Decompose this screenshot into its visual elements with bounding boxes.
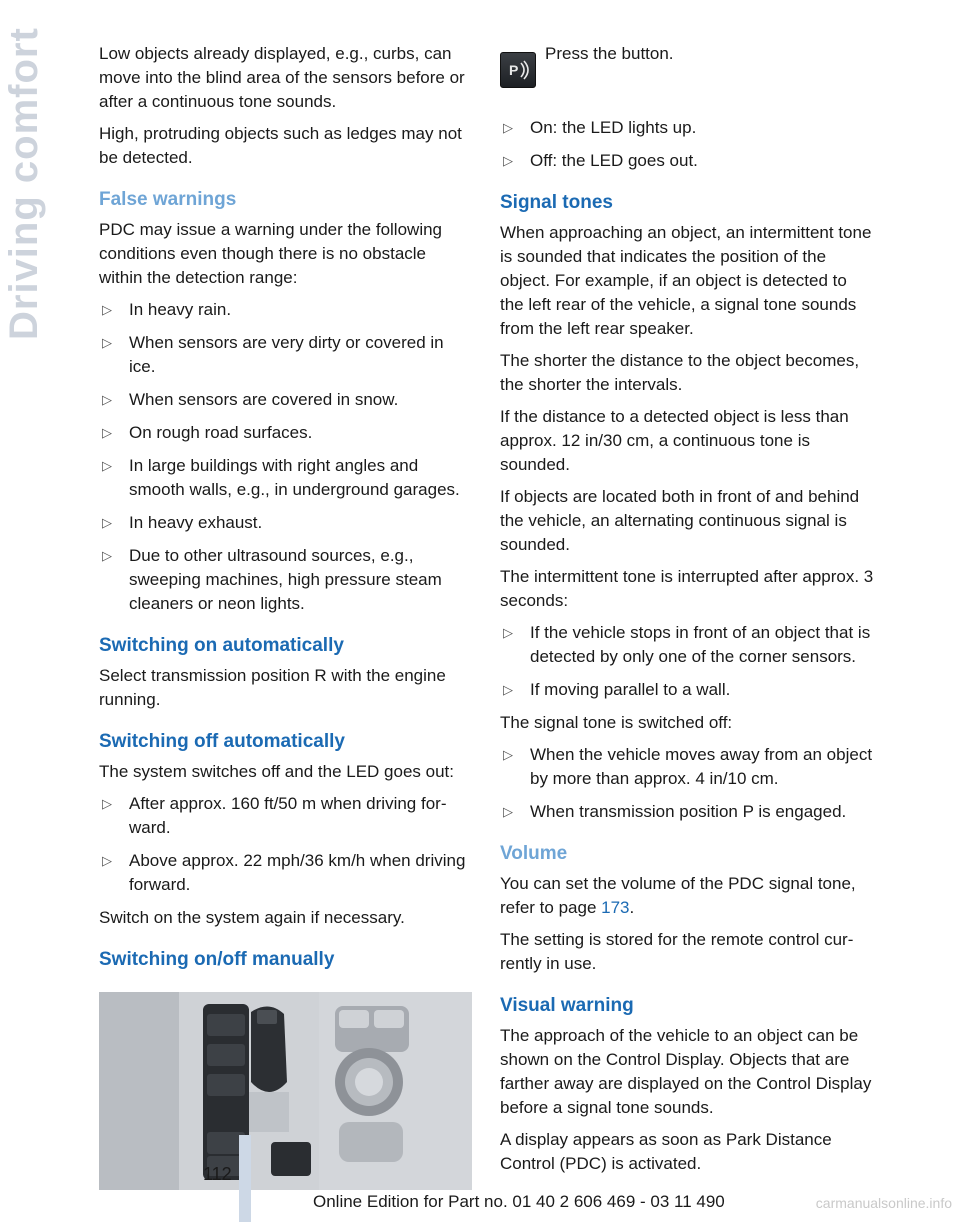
manual-heading: Switching on/off manually	[99, 949, 335, 970]
section-side-title: Driving comfort	[2, 27, 46, 340]
center-console-image	[99, 992, 472, 1190]
auto-on-heading: Switching on automatically	[99, 635, 344, 656]
list-item: ▷ If moving parallel to a wall.	[500, 678, 875, 702]
triangle-bullet-icon: ▷	[102, 853, 112, 868]
svg-text:P: P	[509, 62, 519, 78]
volume-p2: The setting is stored for the remote control currently in use.	[500, 930, 854, 973]
signal-tones-p4: If objects are located both in front of and behind the vehicle, an alternating continuous signal is sounded.	[500, 487, 860, 554]
visual-warning-heading: Visual warning	[500, 995, 634, 1016]
list-item: ▷ In large buildings with right angles and smooth walls, e.g., in underground garages.	[102, 456, 460, 499]
volume-text: You can set the volume of the PDC signal tone, refer to page 173.	[500, 874, 856, 917]
pdc-button-instruction	[500, 42, 875, 106]
list-item: ▷ If the vehicle stops in front of an object that is detected by only one of the corner sensors.	[503, 623, 871, 666]
list-item: ▷ When sensors are very dirty or covered in ice.	[102, 333, 444, 376]
pdc-button-icon	[500, 52, 536, 88]
auto-off-list	[99, 792, 474, 897]
led-list	[500, 116, 875, 173]
visual-warning-p1: The approach of the vehicle to an object can be shown on the Control Display. Objects that are farther away are displayed on the Control Display before a signal tone sounds.	[500, 1026, 872, 1117]
signal-tones-p3: If the distance to a detected object is less than approx. 12 in/30 cm, a continuous tone is sounded.	[500, 407, 849, 474]
press-button-text: Press the button.	[545, 44, 674, 63]
list-item: ▷ On: the LED lights up.	[500, 116, 875, 140]
triangle-bullet-icon: ▷	[503, 120, 513, 135]
triangle-bullet-icon: ▷	[102, 458, 112, 473]
footer-accent-bar	[239, 1135, 251, 1222]
triangle-bullet-icon: ▷	[503, 625, 513, 640]
triangle-bullet-icon: ▷	[102, 515, 112, 530]
false-warnings-heading: False warnings	[99, 189, 237, 210]
triangle-bullet-icon: ▷	[102, 425, 112, 440]
signal-tones-p5: The intermittent tone is interrupted after approx. 3 seconds:	[500, 567, 874, 610]
signal-tones-p1: When approaching an object, an intermittent tone is sounded that indicates the position of the object. For example, if an object is detected to the left rear of the vehicle, a signal tone sounds from the left rear speaker.	[500, 223, 872, 338]
list-item: ▷ Due to other ultrasound sources, e.g., sweeping machines, high pressure steam cleaners or neon lights.	[102, 546, 442, 613]
intro-paragraph-1: Low objects already displayed, e.g., curbs, can move into the blind area of the sensors before or after a continuous tone sounds.	[99, 44, 465, 111]
intro-paragraph-2: High, protruding objects such as ledges may not be detected.	[99, 124, 462, 167]
edition-footer: Online Edition for Part no. 01 40 2 606 469 - 03 11 490	[313, 1192, 725, 1211]
triangle-bullet-icon: ▷	[503, 153, 513, 168]
triangle-bullet-icon: ▷	[503, 682, 513, 697]
triangle-bullet-icon: ▷	[102, 796, 112, 811]
left-column	[99, 42, 474, 1190]
list-item: ▷ In heavy rain.	[99, 298, 474, 322]
page-reference-link[interactable]: 173	[601, 898, 630, 917]
signal-tones-p2: The shorter the distance to the object becomes, the shorter the intervals.	[500, 351, 860, 394]
auto-off-heading: Switching off automatically	[99, 731, 345, 752]
list-item: ▷ On rough road surfaces.	[99, 421, 474, 445]
false-warnings-text: PDC may issue a warning under the following conditions even though there is no obstacle within the detection range:	[99, 220, 443, 287]
list-item: ▷ When sensors are covered in snow.	[99, 388, 474, 412]
auto-off-after: Switch on the system again if necessary.	[99, 908, 405, 927]
triangle-bullet-icon: ▷	[102, 548, 112, 563]
triangle-bullet-icon: ▷	[503, 747, 513, 762]
list-item: ▷ Off: the LED goes out.	[500, 149, 875, 173]
switch-off-list	[500, 743, 875, 824]
signal-tones-p6: The signal tone is switched off:	[500, 713, 733, 732]
triangle-bullet-icon: ▷	[102, 302, 112, 317]
auto-on-text: Select transmission position R with the engine running.	[99, 666, 446, 709]
triangle-bullet-icon: ▷	[503, 804, 513, 819]
auto-off-text: The system switches off and the LED goes out:	[99, 762, 454, 781]
volume-heading: Volume	[500, 843, 568, 864]
list-item: ▷ When transmission position P is engaged.	[500, 800, 875, 824]
visual-warning-p2: A display appears as soon as Park Distance Control (PDC) is activated.	[500, 1130, 832, 1173]
triangle-bullet-icon: ▷	[102, 392, 112, 407]
triangle-bullet-icon: ▷	[102, 335, 112, 350]
interrupt-list	[500, 621, 875, 702]
list-item: ▷ In heavy exhaust.	[99, 511, 474, 535]
page-number: 112	[203, 1164, 232, 1184]
false-warnings-list	[99, 298, 474, 616]
right-column	[500, 42, 875, 1184]
watermark: carmanualsonline.info	[815, 1195, 952, 1211]
list-item: ▷ Above approx. 22 mph/36 km/h when driving forward.	[102, 851, 466, 894]
list-item: ▷ When the vehicle moves away from an object by more than approx. 4 in/10 cm.	[503, 745, 873, 788]
signal-tones-heading: Signal tones	[500, 192, 613, 213]
list-item: ▷ After approx. 160 ft/50 m when driving forward.	[102, 794, 447, 837]
